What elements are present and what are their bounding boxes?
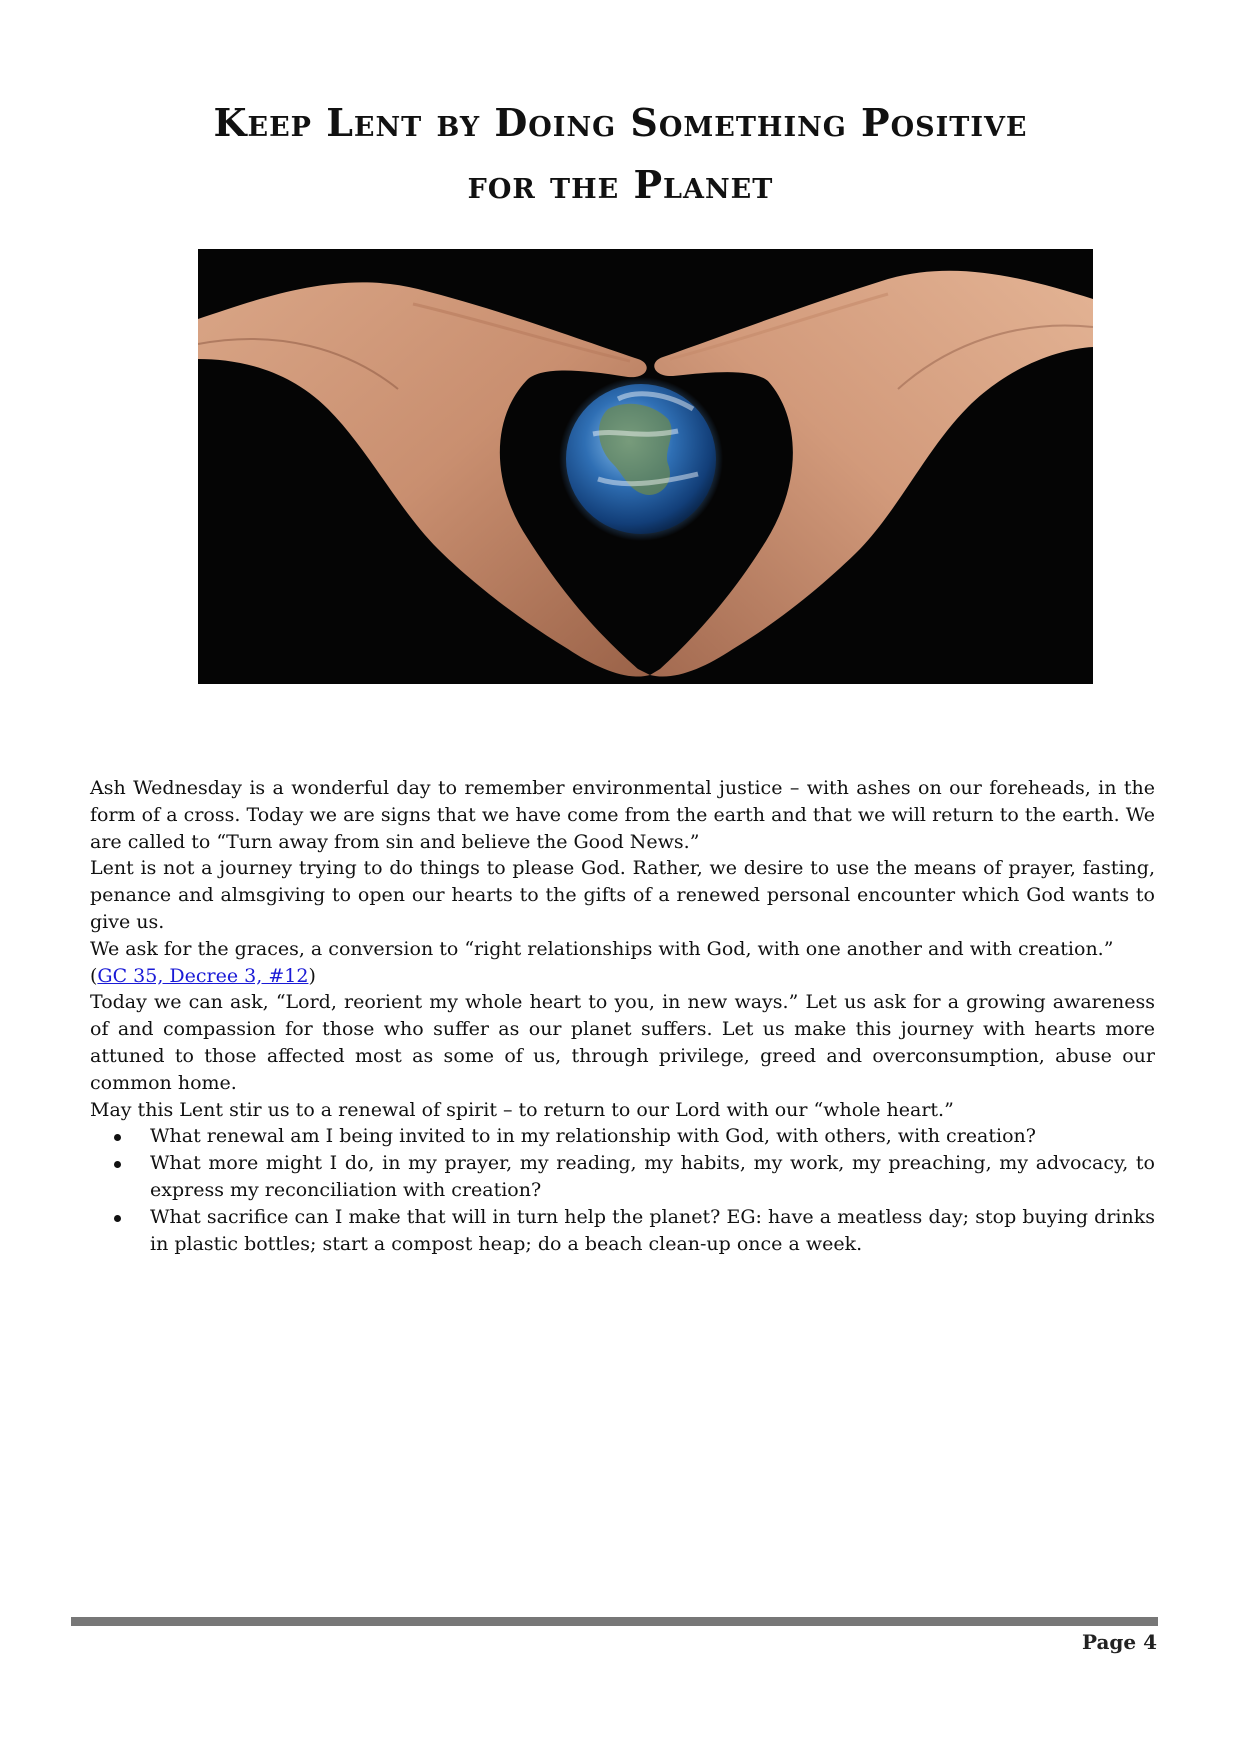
paragraph-citation xyxy=(90,963,1155,990)
paragraph-ash-wednesday: Ash Wednesday is a wonderful day to remember environmental justice – with ashes on our foreheads, in the form of a cross. Today we are signs that we have come from the earth and that we will return to the earth. We are called to “Turn away from sin and believe the Good News.” xyxy=(90,777,1155,853)
page-title-line-2: for the Planet xyxy=(467,162,774,207)
page-number: Page 4 xyxy=(1081,1630,1157,1654)
paragraph-today-we-ask: Today we can ask, “Lord, reorient my whole heart to you, in new ways.” Let us ask for a growing awareness of and compassion for those who suffer as our planet suffers. Let us make this journey with hearts more attuned to those affected most as some of us, through privilege, greed and overconsumption, abuse our common home. xyxy=(90,991,1155,1094)
footer-divider xyxy=(71,1617,1158,1626)
citation-link[interactable]: GC 35, Decree 3, #12 xyxy=(97,964,309,987)
list-item-text: What sacrifice can I make that will in turn help the planet? EG: have a meatless day; stop buying drinks in plastic bottles; start a compost heap; do a beach clean-up once a week. xyxy=(150,1205,1155,1255)
article-body xyxy=(90,775,1155,1257)
page-title xyxy=(0,92,1241,216)
hands-heart-earth-icon xyxy=(198,249,1093,684)
reflection-questions-list xyxy=(90,1123,1155,1257)
list-item xyxy=(90,1204,1155,1258)
bullet-icon xyxy=(114,1134,121,1141)
paragraph-renewal: May this Lent stir us to a renewal of spirit – to return to our Lord with our “whole heart.” xyxy=(90,1098,954,1121)
list-item-text: What renewal am I being invited to in my relationship with God, with others, with creation? xyxy=(150,1125,1036,1148)
paragraph-graces: We ask for the graces, a conversion to “right relationships with God, with one another and with creation.” xyxy=(90,937,1114,960)
list-item xyxy=(90,1150,1155,1204)
list-item xyxy=(90,1123,1155,1150)
hands-heart-earth-image xyxy=(198,249,1093,684)
page-title-line-1: Keep Lent by Doing Something Positive xyxy=(213,100,1028,145)
bullet-icon xyxy=(114,1161,121,1168)
citation-close-paren: ) xyxy=(308,964,316,987)
bullet-icon xyxy=(114,1215,121,1222)
citation-open-paren: ( xyxy=(90,964,98,987)
paragraph-lent-journey: Lent is not a journey trying to do things to please God. Rather, we desire to use the means of prayer, fasting, penance and almsgiving to open our hearts to the gifts of a renewed personal encounter which God wants to give us. xyxy=(90,857,1155,933)
list-item-text: What more might I do, in my prayer, my reading, my habits, my work, my preaching, my advocacy, to express my reconciliation with creation? xyxy=(150,1152,1155,1201)
